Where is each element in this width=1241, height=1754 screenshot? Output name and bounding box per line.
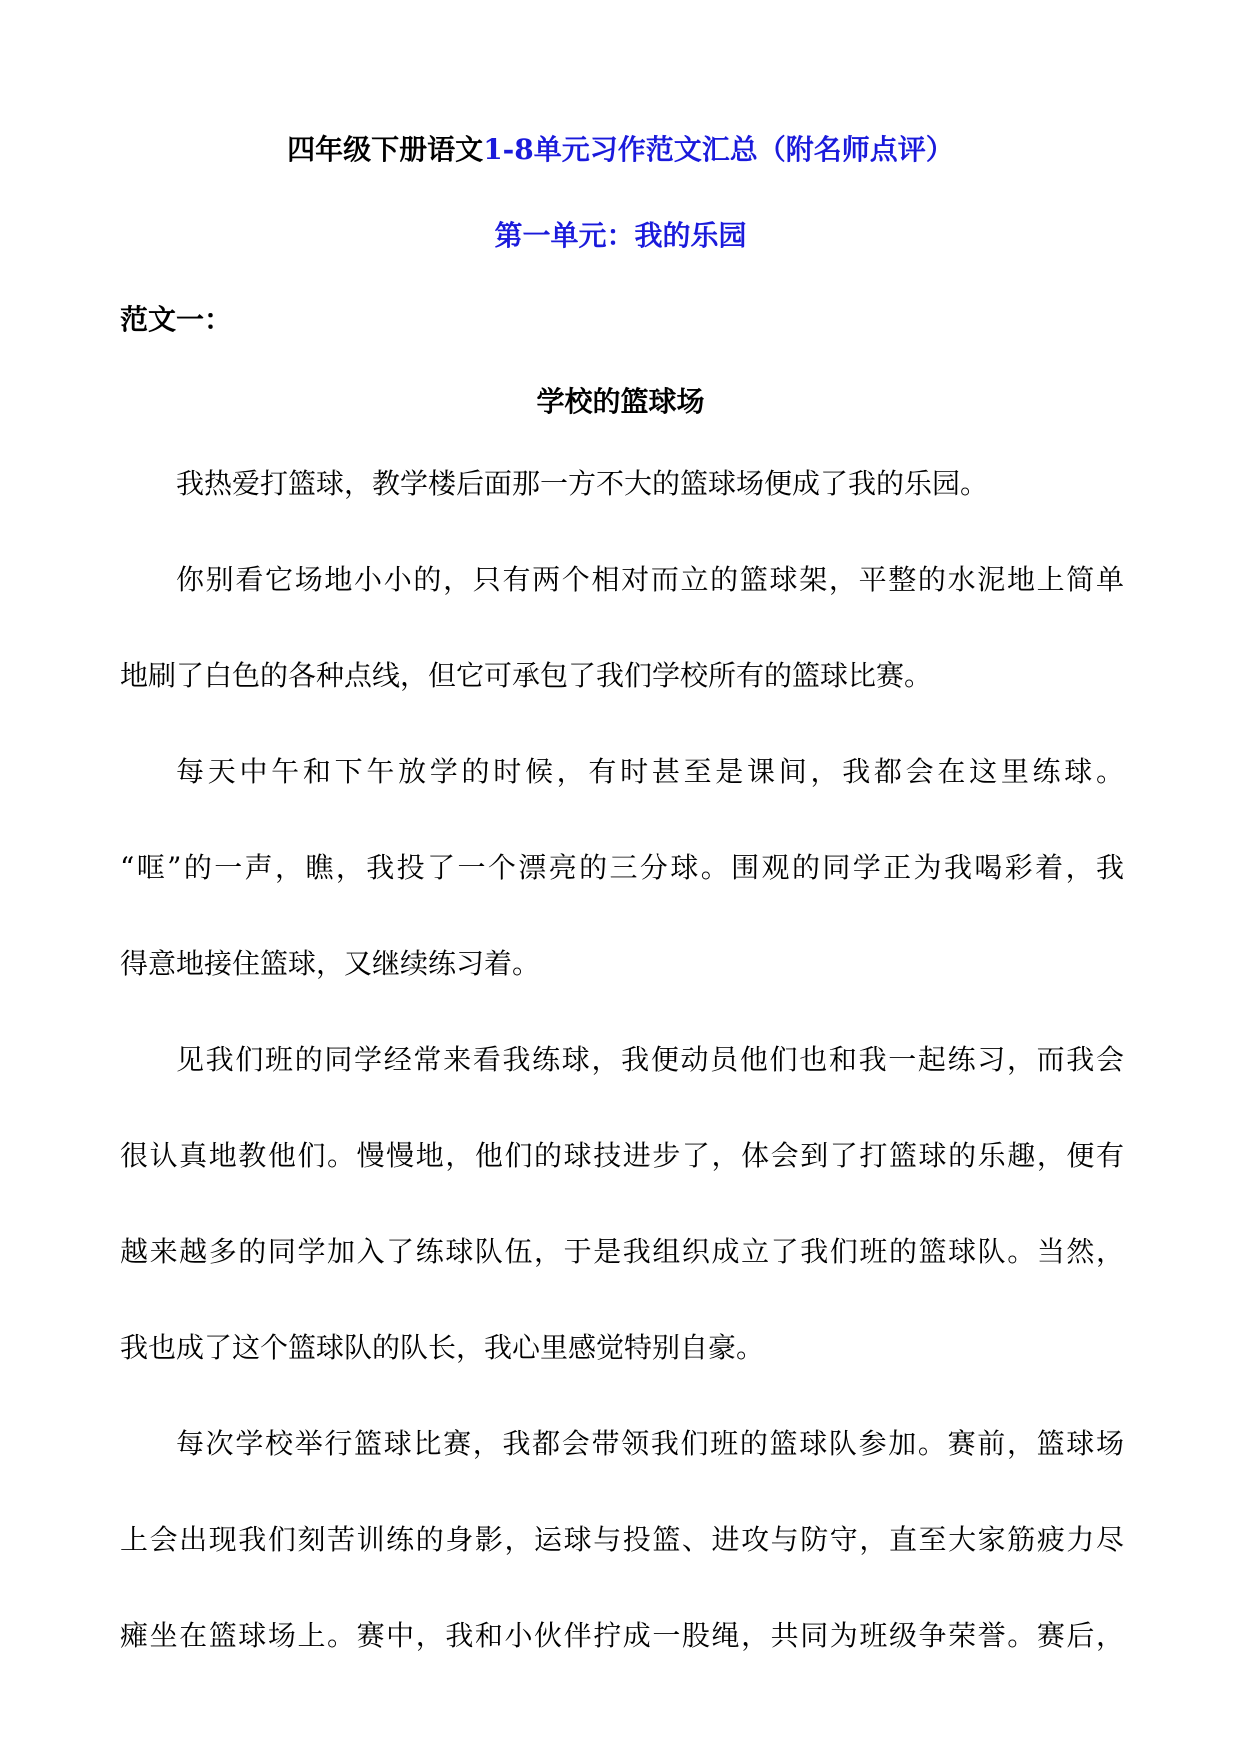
text-line: 每天中午和下午放学的时候，有时甚至是课间，我都会在这里练球。 <box>176 755 1124 788</box>
text-line: “哐”的一声，瞧，我投了一个漂亮的三分球。围观的同学正为我喝彩着，我 <box>120 851 1124 884</box>
text-line: 很认真地教他们。慢慢地，他们的球技进步了，体会到了打篮球的乐趣，便有 <box>120 1139 1124 1172</box>
text-line: 地刷了白色的各种点线，但它可承包了我们学校所有的篮球比赛。 <box>120 659 933 692</box>
text-line: 瘫坐在篮球场上。赛中，我和小伙伴拧成一股绳，共同为班级争荣誉。赛后， <box>120 1619 1124 1652</box>
sample-label: 范文一： <box>120 303 233 336</box>
unit-title: 第一单元：我的乐园 <box>494 219 747 252</box>
essay-body <box>120 462 1124 1710</box>
text-line: 见我们班的同学经常来看我练球，我便动员他们也和我一起练习，而我会 <box>176 1043 1124 1076</box>
title-units: 1-8 <box>483 133 534 166</box>
title-grade: 四年级下册语文 <box>287 133 484 166</box>
text-line: 我也成了这个篮球队的队长，我心里感觉特别自豪。 <box>120 1331 765 1364</box>
text-line: 每次学校举行篮球比赛，我都会带领我们班的篮球队参加。赛前，篮球场 <box>176 1427 1124 1460</box>
text-line: 越来越多的同学加入了练球队伍，于是我组织成立了我们班的篮球队。当然， <box>120 1235 1124 1268</box>
title-note: （附名师点评） <box>757 133 954 166</box>
text-line: 上会出现我们刻苦训练的身影，运球与投篮、进攻与防守，直至大家筋疲力尽 <box>120 1523 1124 1556</box>
title-topic: 单元习作范文汇总 <box>533 133 758 166</box>
essay-title: 学校的篮球场 <box>536 385 705 418</box>
document-title <box>0 128 1241 172</box>
text-line: 得意地接住篮球，又继续练习着。 <box>120 947 541 980</box>
text-line: 我热爱打篮球，教学楼后面那一方不大的篮球场便成了我的乐园。 <box>176 467 989 500</box>
text-line: 你别看它场地小小的，只有两个相对而立的篮球架，平整的水泥地上简单 <box>176 563 1124 596</box>
